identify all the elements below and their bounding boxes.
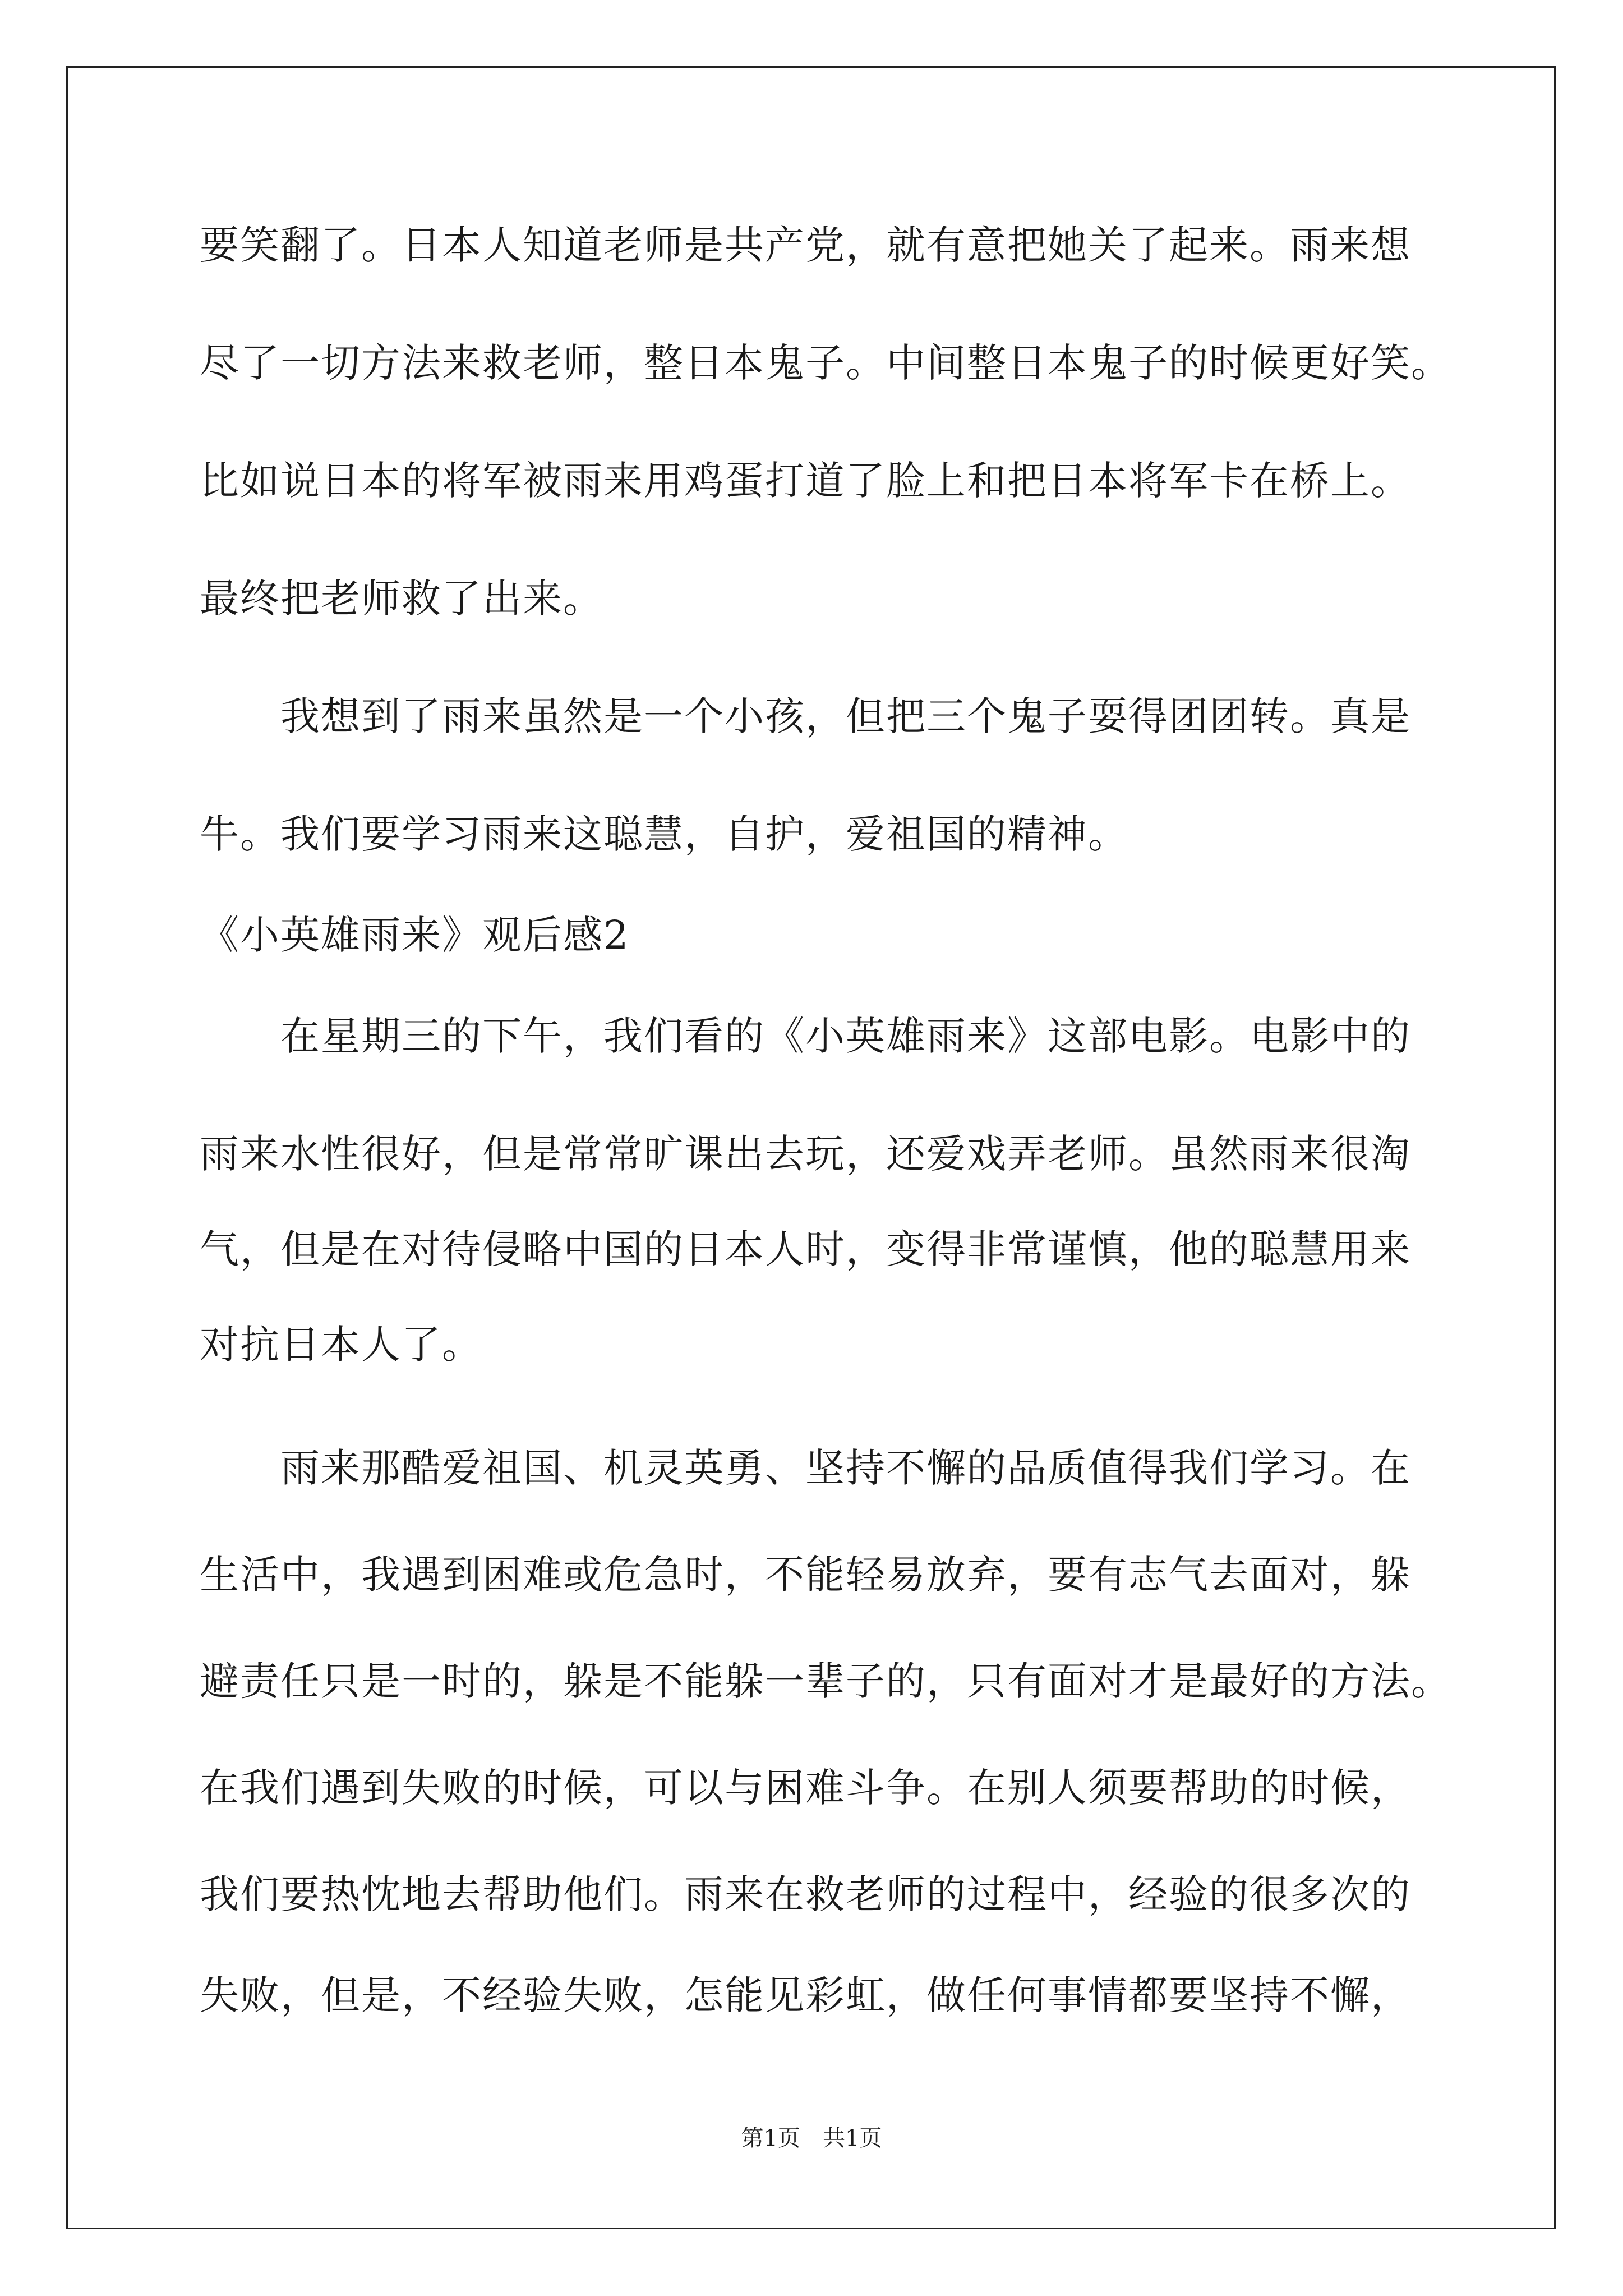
page-footer: 第1页 共1页 (741, 2125, 882, 2151)
text-line: 比如说日本的将军被雨来用鸡蛋打道了脸上和把日本将军卡在桥上。 (200, 458, 1411, 504)
text-line: 尽了一切方法来救老师，整日本鬼子。中间整日本鬼子的时候更好笑。 (200, 340, 1451, 386)
text-line: 雨来水性很好，但是常常旷课出去玩，还爱戏弄老师。虽然雨来很淘 (200, 1131, 1411, 1177)
text-line: 要笑翻了。日本人知道老师是共产党，就有意把她关了起来。雨来想 (200, 222, 1411, 268)
text-line: 最终把老师救了出来。 (200, 576, 603, 622)
text-line: 我们要热忱地去帮助他们。雨来在救老师的过程中，经验的很多次的 (200, 1871, 1411, 1917)
text-line: 对抗日本人了。 (200, 1322, 482, 1368)
text-line: 气，但是在对待侵略中国的日本人时，变得非常谨慎，他的聪慧用来 (200, 1226, 1411, 1272)
text-line: 牛。我们要学习雨来这聪慧，自护，爱祖国的精神。 (200, 811, 1128, 857)
text-line: 失败，但是，不经验失败，怎能见彩虹，做任何事情都要坚持不懈， (200, 1972, 1411, 2018)
text-line: 雨来那酷爱祖国、机灵英勇、坚持不懈的品质值得我们学习。在 (280, 1445, 1411, 1491)
section-heading: 《小英雄雨来》观后感2 (200, 912, 630, 958)
text-line: 我想到了雨来虽然是一个小孩，但把三个鬼子耍得团团转。真是 (280, 693, 1411, 739)
text-line: 在我们遇到失败的时候，可以与困难斗争。在别人须要帮助的时候， (200, 1765, 1411, 1811)
text-line: 在星期三的下午，我们看的《小英雄雨来》这部电影。电影中的 (280, 1013, 1411, 1059)
text-line: 避责任只是一时的，躲是不能躲一辈子的，只有面对才是最好的方法。 (200, 1658, 1451, 1704)
text-line: 生活中，我遇到困难或危急时，不能轻易放弃，要有志气去面对，躲 (200, 1552, 1411, 1598)
